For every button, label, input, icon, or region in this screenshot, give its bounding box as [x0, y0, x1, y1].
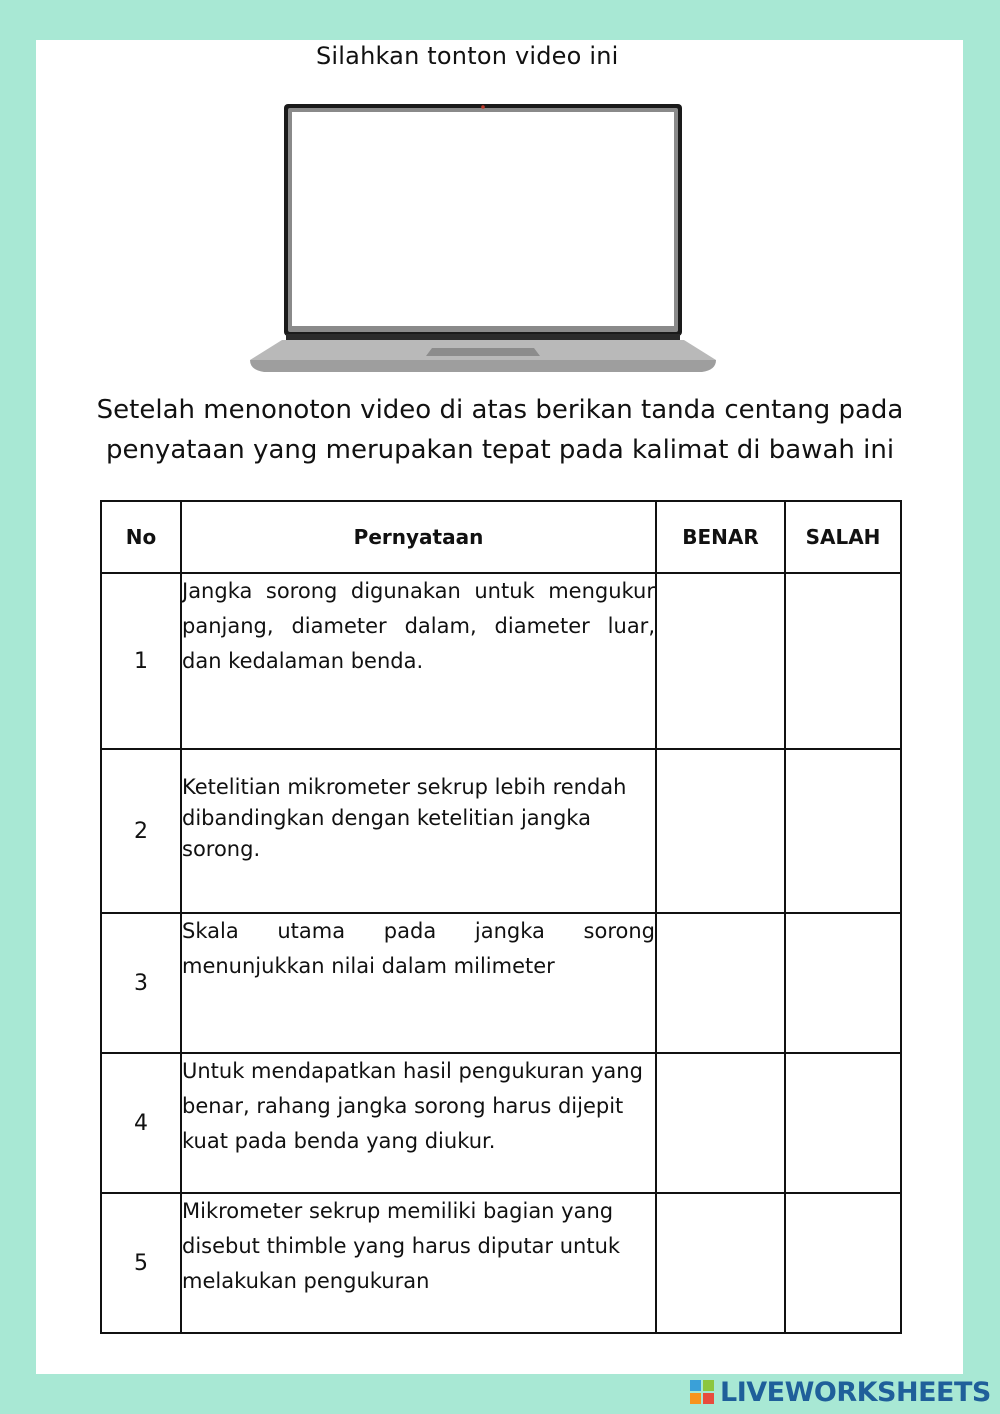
table-row: [101, 1053, 901, 1193]
true-checkbox[interactable]: [656, 573, 785, 749]
true-checkbox[interactable]: [656, 1053, 785, 1193]
brand-name: LIVEWORKSHEETS: [720, 1376, 991, 1408]
checkbox-area[interactable]: [786, 963, 900, 1003]
checkbox-area[interactable]: [786, 811, 900, 851]
checkbox-area[interactable]: [657, 641, 784, 681]
false-checkbox[interactable]: [785, 749, 901, 913]
row-statement: Untuk mendapatkan hasil pengukuran yang benar, rahang jangka sorong harus dijepit kuat pada benda yang diukur.: [181, 1053, 656, 1193]
table-row: [101, 573, 901, 749]
false-checkbox[interactable]: [785, 1193, 901, 1333]
header-statement: Pernyataan: [181, 501, 656, 573]
video-player[interactable]: [246, 102, 720, 378]
checkbox-area[interactable]: [786, 641, 900, 681]
row-statement: Ketelitian mikrometer sekrup lebih rendah dibandingkan dengan ketelitian jangka sorong.: [181, 749, 656, 913]
checkbox-area[interactable]: [657, 1103, 784, 1143]
table-row: [101, 749, 901, 913]
true-checkbox[interactable]: [656, 749, 785, 913]
true-checkbox[interactable]: [656, 1193, 785, 1333]
table-row: [101, 1193, 901, 1333]
checkbox-area[interactable]: [786, 1243, 900, 1283]
false-checkbox[interactable]: [785, 1053, 901, 1193]
statement-table: [100, 500, 902, 1334]
instruction-text: [60, 390, 940, 470]
header-true: BENAR: [656, 501, 785, 573]
instruction-line-1: Setelah menonoton video di atas berikan tanda centang pada: [96, 395, 904, 425]
row-number: 5: [101, 1193, 181, 1333]
row-statement: Mikrometer sekrup memiliki bagian yang disebut thimble yang harus diputar untuk melakukan pengukuran: [181, 1193, 656, 1333]
checkbox-area[interactable]: [657, 1243, 784, 1283]
row-number: 3: [101, 913, 181, 1053]
laptop-icon: [246, 102, 720, 378]
header-false: SALAH: [785, 501, 901, 573]
table-header-row: [101, 501, 901, 573]
intro-text: Silahkan tonton video ini: [316, 42, 619, 70]
row-number: 1: [101, 573, 181, 749]
false-checkbox[interactable]: [785, 913, 901, 1053]
liveworksheets-logo-icon: [690, 1380, 714, 1404]
header-no: No: [101, 501, 181, 573]
row-statement: Skala utama pada jangka sorong menunjukkan nilai dalam milimeter: [181, 913, 656, 1053]
checkbox-area[interactable]: [657, 963, 784, 1003]
true-checkbox[interactable]: [656, 913, 785, 1053]
liveworksheets-logo[interactable]: [690, 1376, 991, 1408]
row-number: 4: [101, 1053, 181, 1193]
instruction-line-2: penyataan yang merupakan tepat pada kalimat di bawah ini: [105, 435, 895, 465]
checkbox-area[interactable]: [786, 1103, 900, 1143]
false-checkbox[interactable]: [785, 573, 901, 749]
checkbox-area[interactable]: [657, 811, 784, 851]
row-number: 2: [101, 749, 181, 913]
row-statement: Jangka sorong digunakan untuk mengukur panjang, diameter dalam, diameter luar, dan kedalaman benda.: [181, 573, 656, 749]
table-row: [101, 913, 901, 1053]
